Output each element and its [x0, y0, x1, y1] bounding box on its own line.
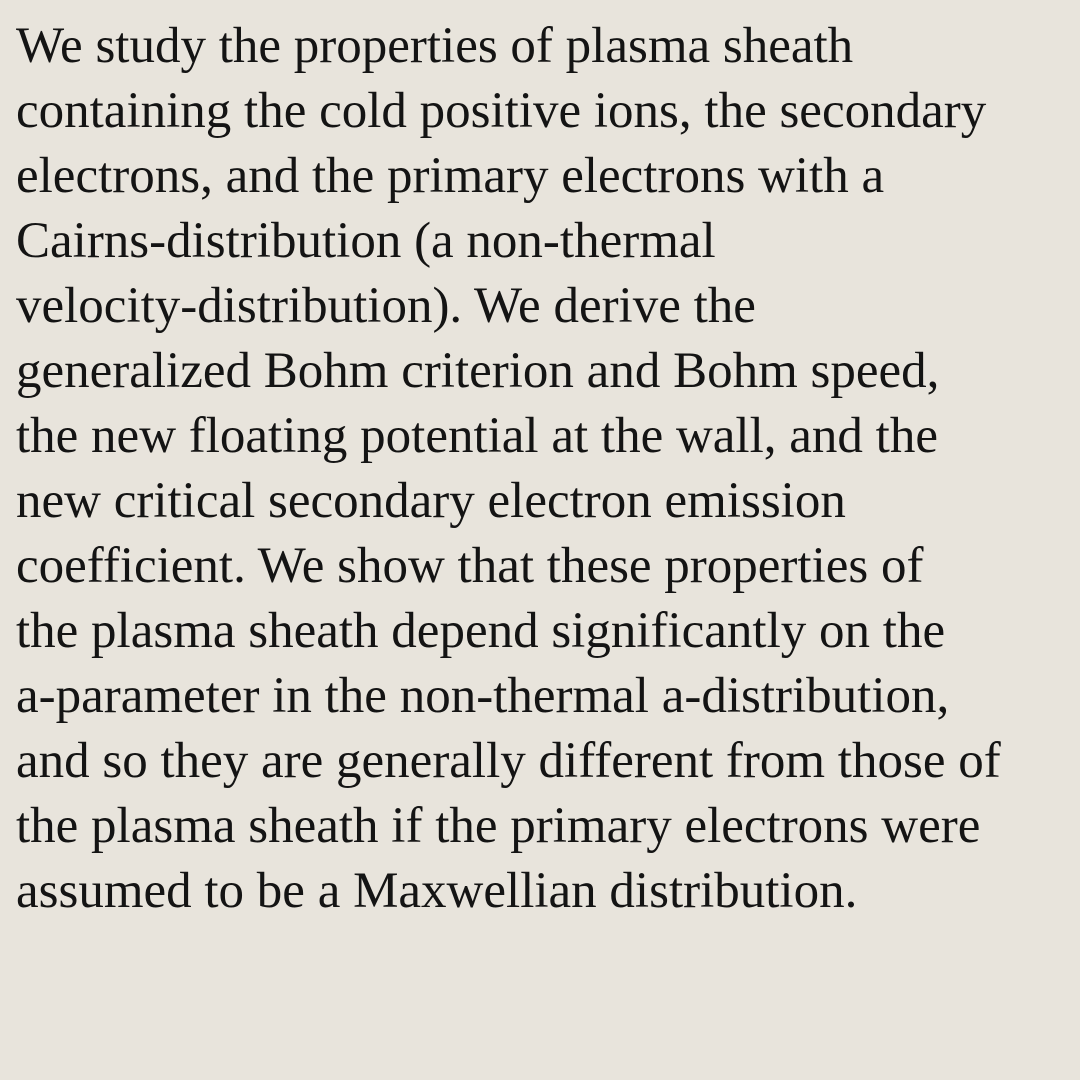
text-line: assumed to be a Maxwellian distribution.: [16, 863, 858, 919]
text-line: generalized Bohm criterion and Bohm speed,: [16, 343, 940, 399]
abstract-text: [16, 14, 1080, 924]
text-line: containing the cold positive ions, the secondary: [16, 83, 987, 139]
text-line: electrons, and the primary electrons with a: [16, 148, 885, 204]
text-line: coefficient. We show that these properties of: [16, 538, 924, 594]
text-line: new critical secondary electron emission: [16, 473, 846, 529]
text-line: the plasma sheath depend significantly on the: [16, 603, 946, 659]
text-line: the plasma sheath if the primary electrons were: [16, 798, 981, 854]
text-line: a-parameter in the non-thermal a-distribution,: [16, 668, 950, 724]
text-line: Cairns-distribution (a non-thermal: [16, 213, 716, 269]
text-line: the new floating potential at the wall, and the: [16, 408, 938, 464]
text-line: velocity-distribution). We derive the: [16, 278, 756, 334]
text-line: and so they are generally different from those of: [16, 733, 1001, 789]
text-line: We study the properties of plasma sheath: [16, 18, 854, 74]
